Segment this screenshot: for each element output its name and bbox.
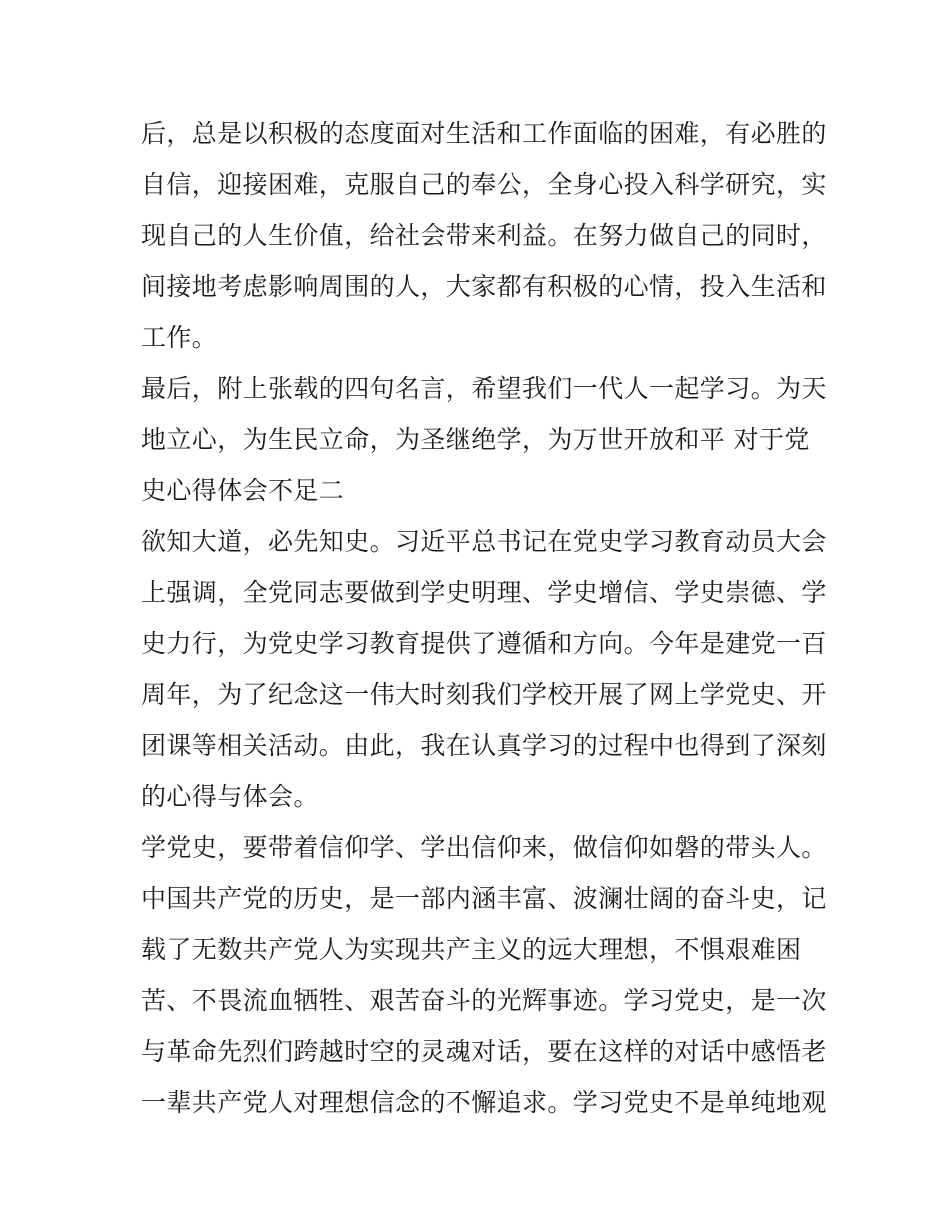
text-line: 中国共产党的历史，是一部内涵丰富、波澜壮阔的奋斗史，记 xyxy=(141,884,827,913)
text-line: 团课等相关活动。由此，我在认真学习的过程中也得到了深刻 xyxy=(141,731,827,760)
text-line: 学党史，要带着信仰学、学出信仰来，做信仰如磐的带头人。 xyxy=(141,833,827,862)
text-line: 后，总是以积极的态度面对生活和工作面临的困难，有必胜的 xyxy=(141,119,827,148)
text-line: 周年，为了纪念这一伟大时刻我们学校开展了网上学党史、开 xyxy=(141,680,827,709)
text-line: 的心得与体会。 xyxy=(141,782,319,811)
text-line: 工作。 xyxy=(141,323,218,352)
text-line: 史力行，为党史学习教育提供了遵循和方向。今年是建党一百 xyxy=(141,629,827,658)
text-line: 最后，附上张载的四句名言，希望我们一代人一起学习。为天 xyxy=(141,374,827,403)
text-line: 地立心，为生民立命，为圣继绝学，为万世开放和平 对于党 xyxy=(141,425,810,454)
text-line: 史心得体会不足二 xyxy=(141,476,345,505)
text-line: 间接地考虑影响周围的人，大家都有积极的心情，投入生活和 xyxy=(141,272,827,301)
text-line: 上强调，全党同志要做到学史明理、学史增信、学史崇德、学 xyxy=(141,578,827,607)
text-line: 欲知大道，必先知史。习近平总书记在党史学习教育动员大会 xyxy=(141,527,827,556)
text-line: 苦、不畏流血牺牲、艰苦奋斗的光辉事迹。学习党史，是一次 xyxy=(141,986,827,1015)
text-line: 一辈共产党人对理想信念的不懈追求。学习党史不是单纯地观 xyxy=(141,1088,827,1117)
text-line: 载了无数共产党人为实现共产主义的远大理想，不惧艰难困 xyxy=(141,935,802,964)
text-line: 现自己的人生价值，给社会带来利益。在努力做自己的同时， xyxy=(141,221,827,250)
document-body xyxy=(141,108,827,1128)
text-line: 与革命先烈们跨越时空的灵魂对话，要在这样的对话中感悟老 xyxy=(141,1037,827,1066)
text-line: 自信，迎接困难，克服自己的奉公，全身心投入科学研究，实 xyxy=(141,170,827,199)
